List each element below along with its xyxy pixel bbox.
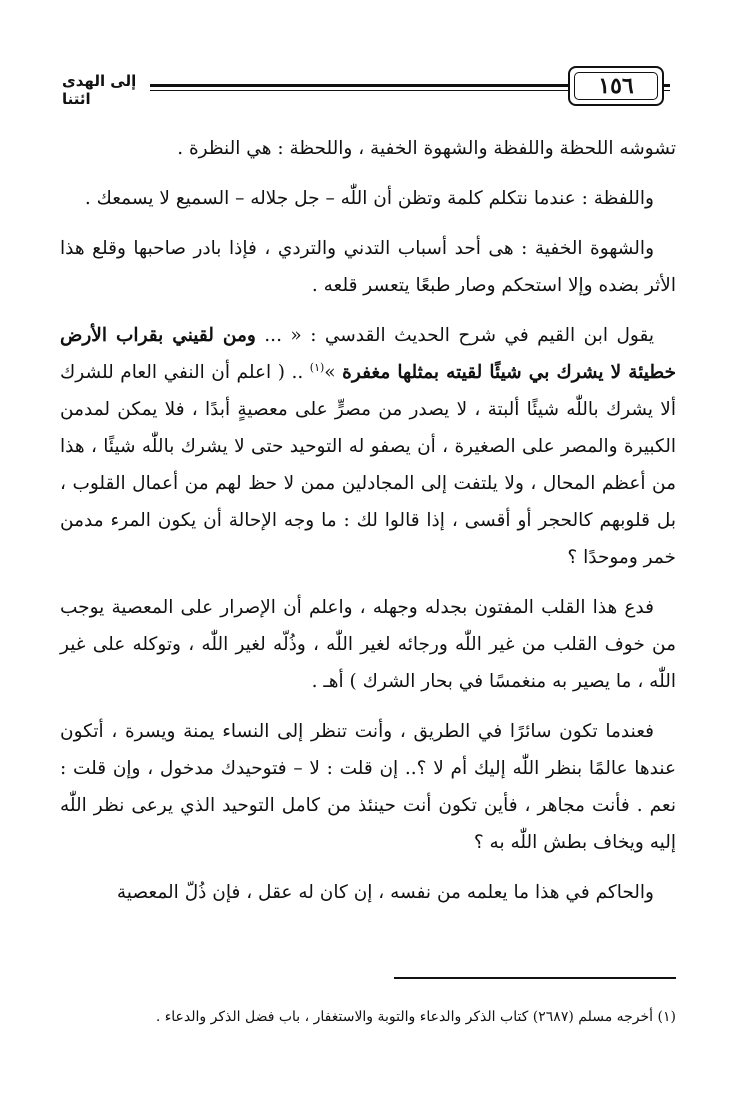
quote-close: » [324, 362, 343, 383]
paragraph-7: والحاكم في هذا ما يعلمه من نفسه ، إن كان له عقل ، فإن ذُلّ المعصية [116, 882, 654, 903]
paragraph-3: والشهوة الخفية : هى أحد أسباب التدني والتردي ، فإذا بادر صاحبها وقلع هذا الأثر بضده وإلا استحكم وصار طبعًا يتعسر قلعه . [60, 238, 676, 296]
quote-intro: يقول ابن القيم في شرح الحديث القدسي : « ... [255, 325, 654, 346]
page-header [62, 66, 670, 106]
footnote-divider [394, 977, 676, 979]
paragraph-4 [60, 317, 676, 576]
quote-continuation: .. ( اعلم أن النفي العام للشرك ألا يشرك باللّٰه شيئًا ألبتة ، لا يصدر من مصرٍّ على معصيةٍ أبدًا ، فلا يمكن لمدمن الكبيرة والمصر على الصغيرة ، أن يصفو له التوحيد حتى لا يشرك باللّٰه شيئًا ، هذا من أعظم المحال ، ولا يلتفت إلى المجادلين ممن لا حظ لهم من أعمال القلوب ، بل قلوبهم كالحجر أو أقسى ، إذا قالوا لك : ما وجه الإحالة أن يكون المرء مدمن خمر وموحدًا ؟ [60, 362, 676, 568]
footnote-reference[interactable]: (١) [309, 360, 325, 374]
page-number-box [568, 66, 664, 106]
page-body [60, 130, 676, 924]
page-number: ١٥٦ [574, 72, 658, 100]
paragraph-5: فدع هذا القلب المفتون بجدله وجهله ، واعلم أن الإصرار على المعصية يوجب من خوف القلب من غير اللّٰه ورجائه لغير اللّٰه ، وذُلّه لغير اللّٰه ، وتوكله على غير اللّٰه ، ما يصير به منغمسًا في بحار الشرك ) أهـ . [60, 597, 676, 692]
header-rule-thin [150, 90, 570, 91]
paragraph-2: واللفظة : عندما نتكلم كلمة وتظن أن اللّٰه – جل جلاله – السميع لا يسمعك . [84, 188, 654, 209]
header-rule-thick [150, 84, 570, 87]
paragraph-1: تشوشه اللحظة واللفظة والشهوة الخفية ، واللحظة : هي النظرة . [177, 138, 676, 159]
paragraph-6: فعندما تكون سائرًا في الطريق ، وأنت تنظر إلى النساء يمنة ويسرة ، أتكون عندها عالمًا بنظر اللّٰه إليك أم لا ؟.. إن قلت : لا – فتوحيدك مدخول ، وإن قلت : نعم . فأنت مجاهر ، فأين تكون أنت حينئذ من كامل التوحيد الذي يرعى نظر اللّٰه إليه ويخاف بطش اللّٰه به ؟ [60, 721, 676, 853]
book-title: إلى الهدى ائتنا [62, 72, 137, 108]
hadith-text: ومن لقيني بقراب الأرض خطيئة لا يشرك بي شيئًا لقيته بمثلها مغفرة [60, 325, 677, 383]
footnote: (١) أخرجه مسلم (٢٦٨٧) كتاب الذكر والدعاء والتوبة والاستغفار ، باب فضل الذكر والدعاء . [155, 1009, 676, 1025]
